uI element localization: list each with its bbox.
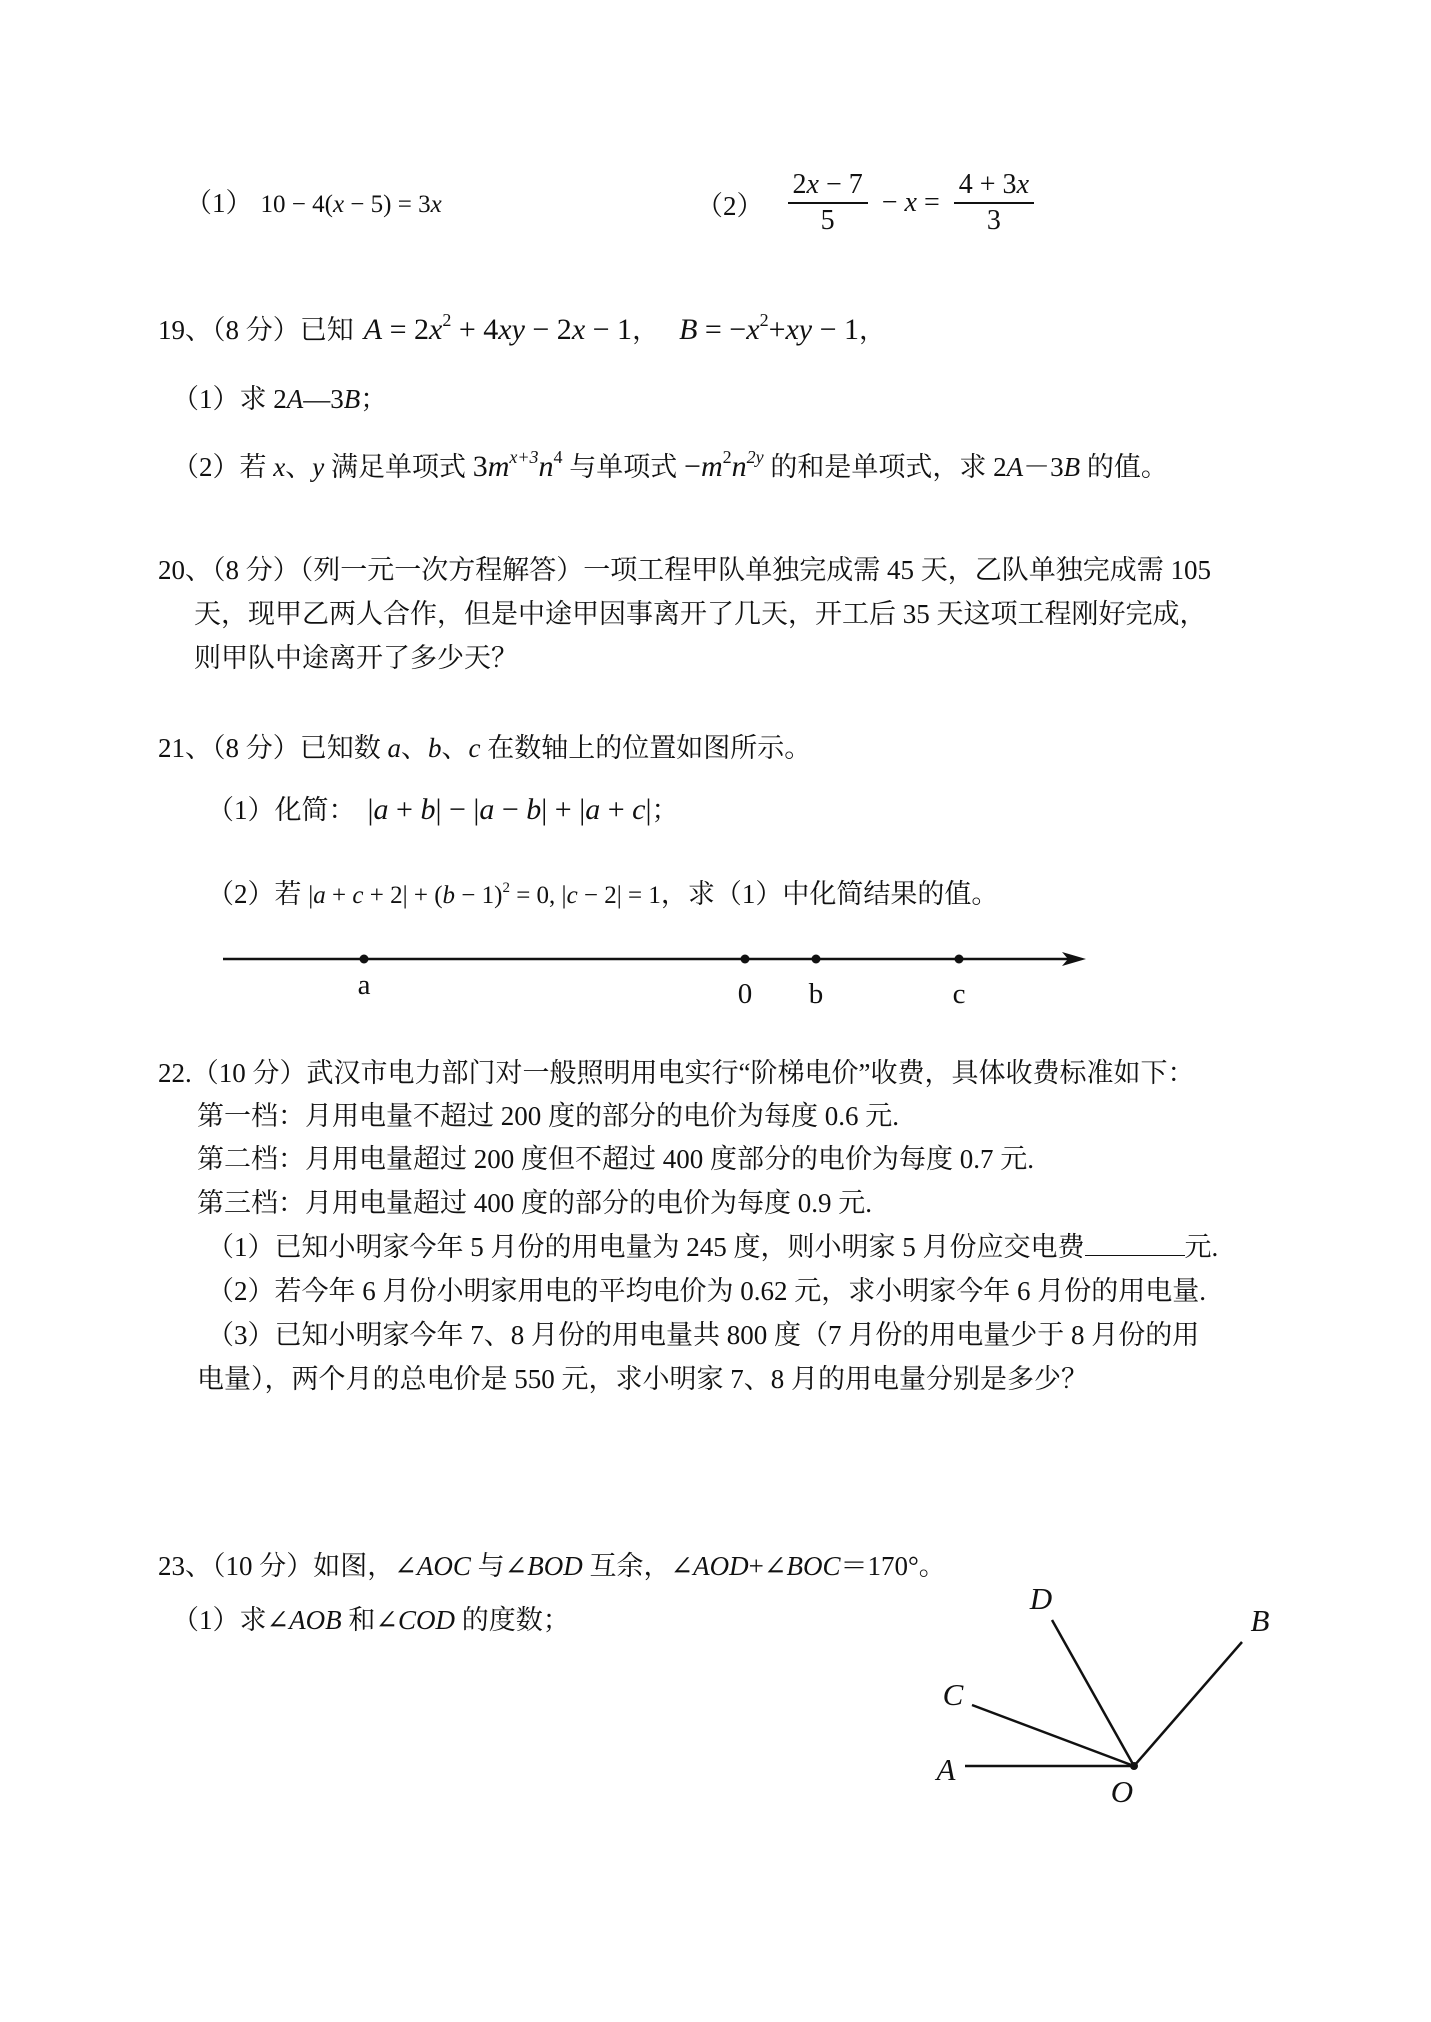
- math-variable: y: [312, 452, 325, 482]
- q18-part1: [185, 185, 442, 221]
- fraction-right: [954, 168, 1034, 238]
- math-variable: B: [343, 384, 361, 414]
- math-text: − 5) = 3: [344, 191, 431, 218]
- monomial-2: [684, 446, 764, 483]
- q19-part1: [172, 381, 387, 417]
- math-exponent: 2y: [746, 446, 764, 467]
- math-exponent: 2: [442, 309, 452, 330]
- ray-od: [1052, 1620, 1134, 1766]
- math-text: − 2: [524, 313, 572, 346]
- math-text: + 4: [451, 313, 499, 346]
- question-score: （10 分）: [191, 1058, 307, 1088]
- question-number: 20、: [158, 555, 212, 585]
- tier-text: 第三档：月用电量超过 400 度的部分的电价为每度 0.9 元.: [197, 1188, 872, 1218]
- math-text: 3: [472, 450, 488, 483]
- figure-label-b: B: [1250, 1603, 1270, 1638]
- separator: ，: [632, 315, 660, 345]
- question-text: ，求（1）中化简结果的值。: [660, 879, 999, 909]
- math-variable: x: [1016, 169, 1029, 200]
- math-variable: A: [1006, 452, 1024, 482]
- question-text: 已知: [299, 315, 354, 345]
- question-text: 电量），两个月的总电价是 550 元，求小明家 7、8 月的用电量分别是多少？: [197, 1364, 1088, 1394]
- math-variable: c: [566, 882, 578, 909]
- ray-ob: [1134, 1642, 1242, 1766]
- question-text: 在数轴上的位置如图所示。: [480, 733, 812, 763]
- part-label: （2）: [207, 1276, 275, 1306]
- part-label: （1）: [172, 1605, 240, 1635]
- part-label: （1）: [185, 188, 253, 218]
- math-variable: a: [585, 793, 601, 826]
- math-text: = −: [697, 313, 747, 346]
- question-text: ；: [360, 384, 388, 414]
- angle-name: AOC: [416, 1551, 471, 1581]
- fraction-numerator: [788, 168, 868, 202]
- q22-part3-line-1: [207, 1317, 1199, 1353]
- math-text: −: [494, 793, 527, 826]
- question-text: 化简：: [274, 795, 356, 825]
- question-text: ＝170°。: [840, 1551, 946, 1581]
- q22-part3-line-2: [197, 1361, 1088, 1397]
- math-exponent: x+3: [509, 446, 539, 467]
- separator: ，: [859, 315, 887, 345]
- math-exponent: 2: [502, 879, 510, 896]
- point-c: [955, 955, 964, 964]
- fraction-denominator: 5: [788, 202, 868, 238]
- fraction-left: [788, 168, 868, 238]
- expression-b: [679, 309, 860, 346]
- math-variable: x: [430, 191, 442, 218]
- math-variable: b: [442, 882, 456, 909]
- math-variable: n: [731, 450, 747, 483]
- q21-statement: [158, 730, 811, 766]
- number-line: [200, 920, 1120, 1020]
- question-text: 已知小明家今年 7、8 月份的用电量共 800 度（7 月份的用电量少于 8 月份的用: [274, 1320, 1200, 1350]
- q22-tier-1: [197, 1098, 899, 1134]
- question-text: 和∠: [341, 1605, 398, 1635]
- math-variable: x: [806, 169, 819, 200]
- tier-text: 第二档：月用电量超过 200 度但不超过 400 度部分的电价为每度 0.7 元.: [197, 1144, 1034, 1174]
- point-label-zero: 0: [737, 978, 753, 1010]
- math-text: − 1: [585, 313, 633, 346]
- question-text: 、: [285, 452, 313, 482]
- figure-label-c: C: [942, 1677, 964, 1712]
- question-score: （8 分）: [212, 315, 300, 345]
- math-text: |: [645, 793, 652, 826]
- figure-label-o: O: [1110, 1774, 1134, 1809]
- question-text: 求∠: [239, 1605, 290, 1635]
- angle-name: AOB: [289, 1605, 342, 1635]
- equation: [261, 191, 442, 218]
- q20-line-3: [194, 640, 518, 676]
- angle-name: AOD: [693, 1551, 749, 1581]
- question-text: 的度数；: [455, 1605, 570, 1635]
- question-text: 若今年 6 月份小明家用电的平均电价为 0.62 元，求小明家今年 6 月份的用电量.: [274, 1276, 1206, 1306]
- question-text: 已知数: [299, 733, 388, 763]
- point-zero: [741, 955, 750, 964]
- question-text: +∠: [748, 1551, 787, 1581]
- math-text: +: [600, 793, 633, 826]
- math-variable: B: [679, 313, 698, 346]
- point-label-b: b: [808, 978, 824, 1010]
- q22-tier-2: [197, 1141, 1034, 1177]
- question-text: 、: [441, 733, 469, 763]
- q19-statement: [158, 309, 887, 348]
- monomial-1: [472, 446, 563, 483]
- math-variable: x: [429, 313, 443, 346]
- question-score: （10 分）: [212, 1551, 314, 1581]
- math-text: +: [768, 313, 786, 346]
- point-label-a: a: [357, 969, 371, 1001]
- math-variable: a: [479, 793, 495, 826]
- point-label-c: c: [952, 978, 966, 1010]
- math-text: − 2| = 1: [577, 882, 661, 909]
- part-label: （2）: [207, 879, 275, 909]
- math-variable: c: [468, 733, 481, 763]
- angle-name: BOD: [527, 1551, 583, 1581]
- q22-tier-3: [197, 1185, 872, 1221]
- math-variable: x: [332, 191, 345, 218]
- math-variable: c: [352, 882, 364, 909]
- question-text: 若: [239, 452, 274, 482]
- question-text: 已知小明家今年 5 月份的用电量为 245 度，则小明家 5 月份应交电费: [274, 1232, 1085, 1262]
- fraction-denominator: 3: [954, 202, 1034, 238]
- fraction-numerator: [954, 168, 1034, 202]
- math-variable: x: [746, 313, 760, 346]
- math-text: − 7: [818, 169, 863, 200]
- angle-name: COD: [397, 1605, 455, 1635]
- q23-part1: [172, 1602, 570, 1638]
- math-text: －3: [1023, 452, 1064, 482]
- math-variable: x: [571, 313, 586, 346]
- math-text: −: [684, 450, 701, 483]
- q20-line-2: [194, 596, 1207, 632]
- question-number: 23、: [158, 1551, 212, 1581]
- math-text: |: [308, 882, 314, 909]
- math-text: − 1): [455, 882, 503, 909]
- question-text: （列一元一次方程解答）一项工程甲队单独完成需 45 天，乙队单独完成需 105: [299, 555, 1211, 585]
- math-exponent: 2: [722, 446, 732, 467]
- q21-part1: [207, 792, 679, 828]
- math-variable: A: [363, 313, 383, 346]
- math-variable: b: [526, 793, 542, 826]
- point-b: [812, 955, 821, 964]
- math-variable: xy: [785, 313, 813, 346]
- question-number: 21、: [158, 733, 212, 763]
- question-text: 武汉市电力部门对一般照明用电实行“阶梯电价”收费，具体收费标准如下：: [306, 1058, 1195, 1088]
- math-text: − 1: [812, 313, 860, 346]
- math-variable: x: [904, 187, 917, 218]
- math-variable: xy: [498, 313, 525, 346]
- ray-oc: [972, 1705, 1134, 1766]
- question-score: （8 分）: [212, 555, 300, 585]
- q22-part1: [207, 1229, 1218, 1265]
- math-text: |: [367, 793, 374, 826]
- part-label: （2）: [696, 190, 764, 221]
- question-text: 与∠: [470, 1551, 528, 1581]
- math-text: 2: [792, 169, 807, 200]
- question-text: 与单项式: [562, 452, 685, 482]
- part-label: （1）: [207, 795, 275, 825]
- q21-part2: [207, 876, 998, 912]
- math-variable: a: [373, 793, 389, 826]
- part-label: （1）: [207, 1232, 275, 1262]
- math-text: −: [881, 187, 905, 218]
- math-text: = 0, |: [509, 882, 567, 909]
- math-variable: A: [286, 384, 304, 414]
- question-text: 的值。: [1080, 452, 1168, 482]
- part-label: （1）: [172, 384, 240, 414]
- angle-name: BOC: [786, 1551, 841, 1581]
- absolute-value-expression: [368, 793, 652, 826]
- question-text: 元.: [1184, 1232, 1219, 1262]
- question-text: 则甲队中途离开了多少天？: [194, 643, 518, 673]
- equation-middle: [882, 187, 940, 219]
- math-text: + 2| + (: [363, 882, 443, 909]
- q19-part2: [172, 446, 1168, 485]
- question-text: 、: [401, 733, 428, 763]
- tier-text: 第一档：月用电量不超过 200 度的部分的电价为每度 0.6 元.: [197, 1101, 899, 1131]
- math-text: | + |: [541, 793, 586, 826]
- math-variable: a: [387, 733, 401, 763]
- math-exponent: 2: [759, 309, 769, 330]
- figure-label-d: D: [1029, 1581, 1053, 1616]
- answer-blank: [1085, 1231, 1185, 1256]
- question-text: 求 2: [239, 384, 287, 414]
- math-variable: m: [700, 450, 723, 483]
- math-variable: n: [538, 450, 554, 483]
- point-a: [360, 955, 369, 964]
- math-variable: m: [487, 450, 510, 483]
- question-text: 天，现甲乙两人合作，但是中途甲因事离开了几天，开工后 35 天这项工程刚好完成，: [194, 599, 1207, 629]
- math-text: +: [325, 882, 353, 909]
- math-variable: a: [313, 882, 326, 909]
- math-text: = 2: [382, 313, 429, 346]
- q22-part2: [207, 1273, 1206, 1309]
- question-text: 互余，∠: [582, 1551, 694, 1581]
- angle-figure: [900, 1560, 1320, 1820]
- math-exponent: 4: [553, 446, 563, 467]
- question-text: 满足单项式: [324, 452, 473, 482]
- figure-label-a: A: [936, 1752, 956, 1787]
- vertex-o: [1130, 1762, 1138, 1770]
- question-score: （8 分）: [212, 733, 300, 763]
- q20-line-1: [158, 552, 1211, 588]
- math-text: =: [916, 187, 940, 218]
- question-number: 22.: [158, 1058, 192, 1088]
- question-text: 若: [274, 879, 309, 909]
- math-text: —3: [303, 384, 344, 414]
- part-label: （2）: [172, 452, 240, 482]
- math-text: | − |: [435, 793, 480, 826]
- condition-expression: [308, 879, 661, 909]
- math-variable: c: [632, 793, 646, 826]
- question-text: 如图，∠: [313, 1551, 417, 1581]
- q18-part2: [696, 165, 1034, 241]
- math-variable: b: [420, 793, 436, 826]
- question-text: ；: [651, 795, 679, 825]
- question-number: 19、: [158, 315, 212, 345]
- question-text: 的和是单项式，求 2: [763, 452, 1007, 482]
- math-variable: b: [428, 733, 442, 763]
- part-label: （3）: [207, 1320, 275, 1350]
- math-text: +: [388, 793, 421, 826]
- math-text: 4 + 3: [958, 169, 1017, 200]
- expression-a: [363, 309, 633, 346]
- q22-statement: [158, 1055, 1194, 1091]
- q23-statement: [158, 1548, 946, 1584]
- math-text: 10 − 4(: [260, 191, 333, 218]
- math-variable: B: [1063, 452, 1081, 482]
- math-variable: x: [273, 452, 286, 482]
